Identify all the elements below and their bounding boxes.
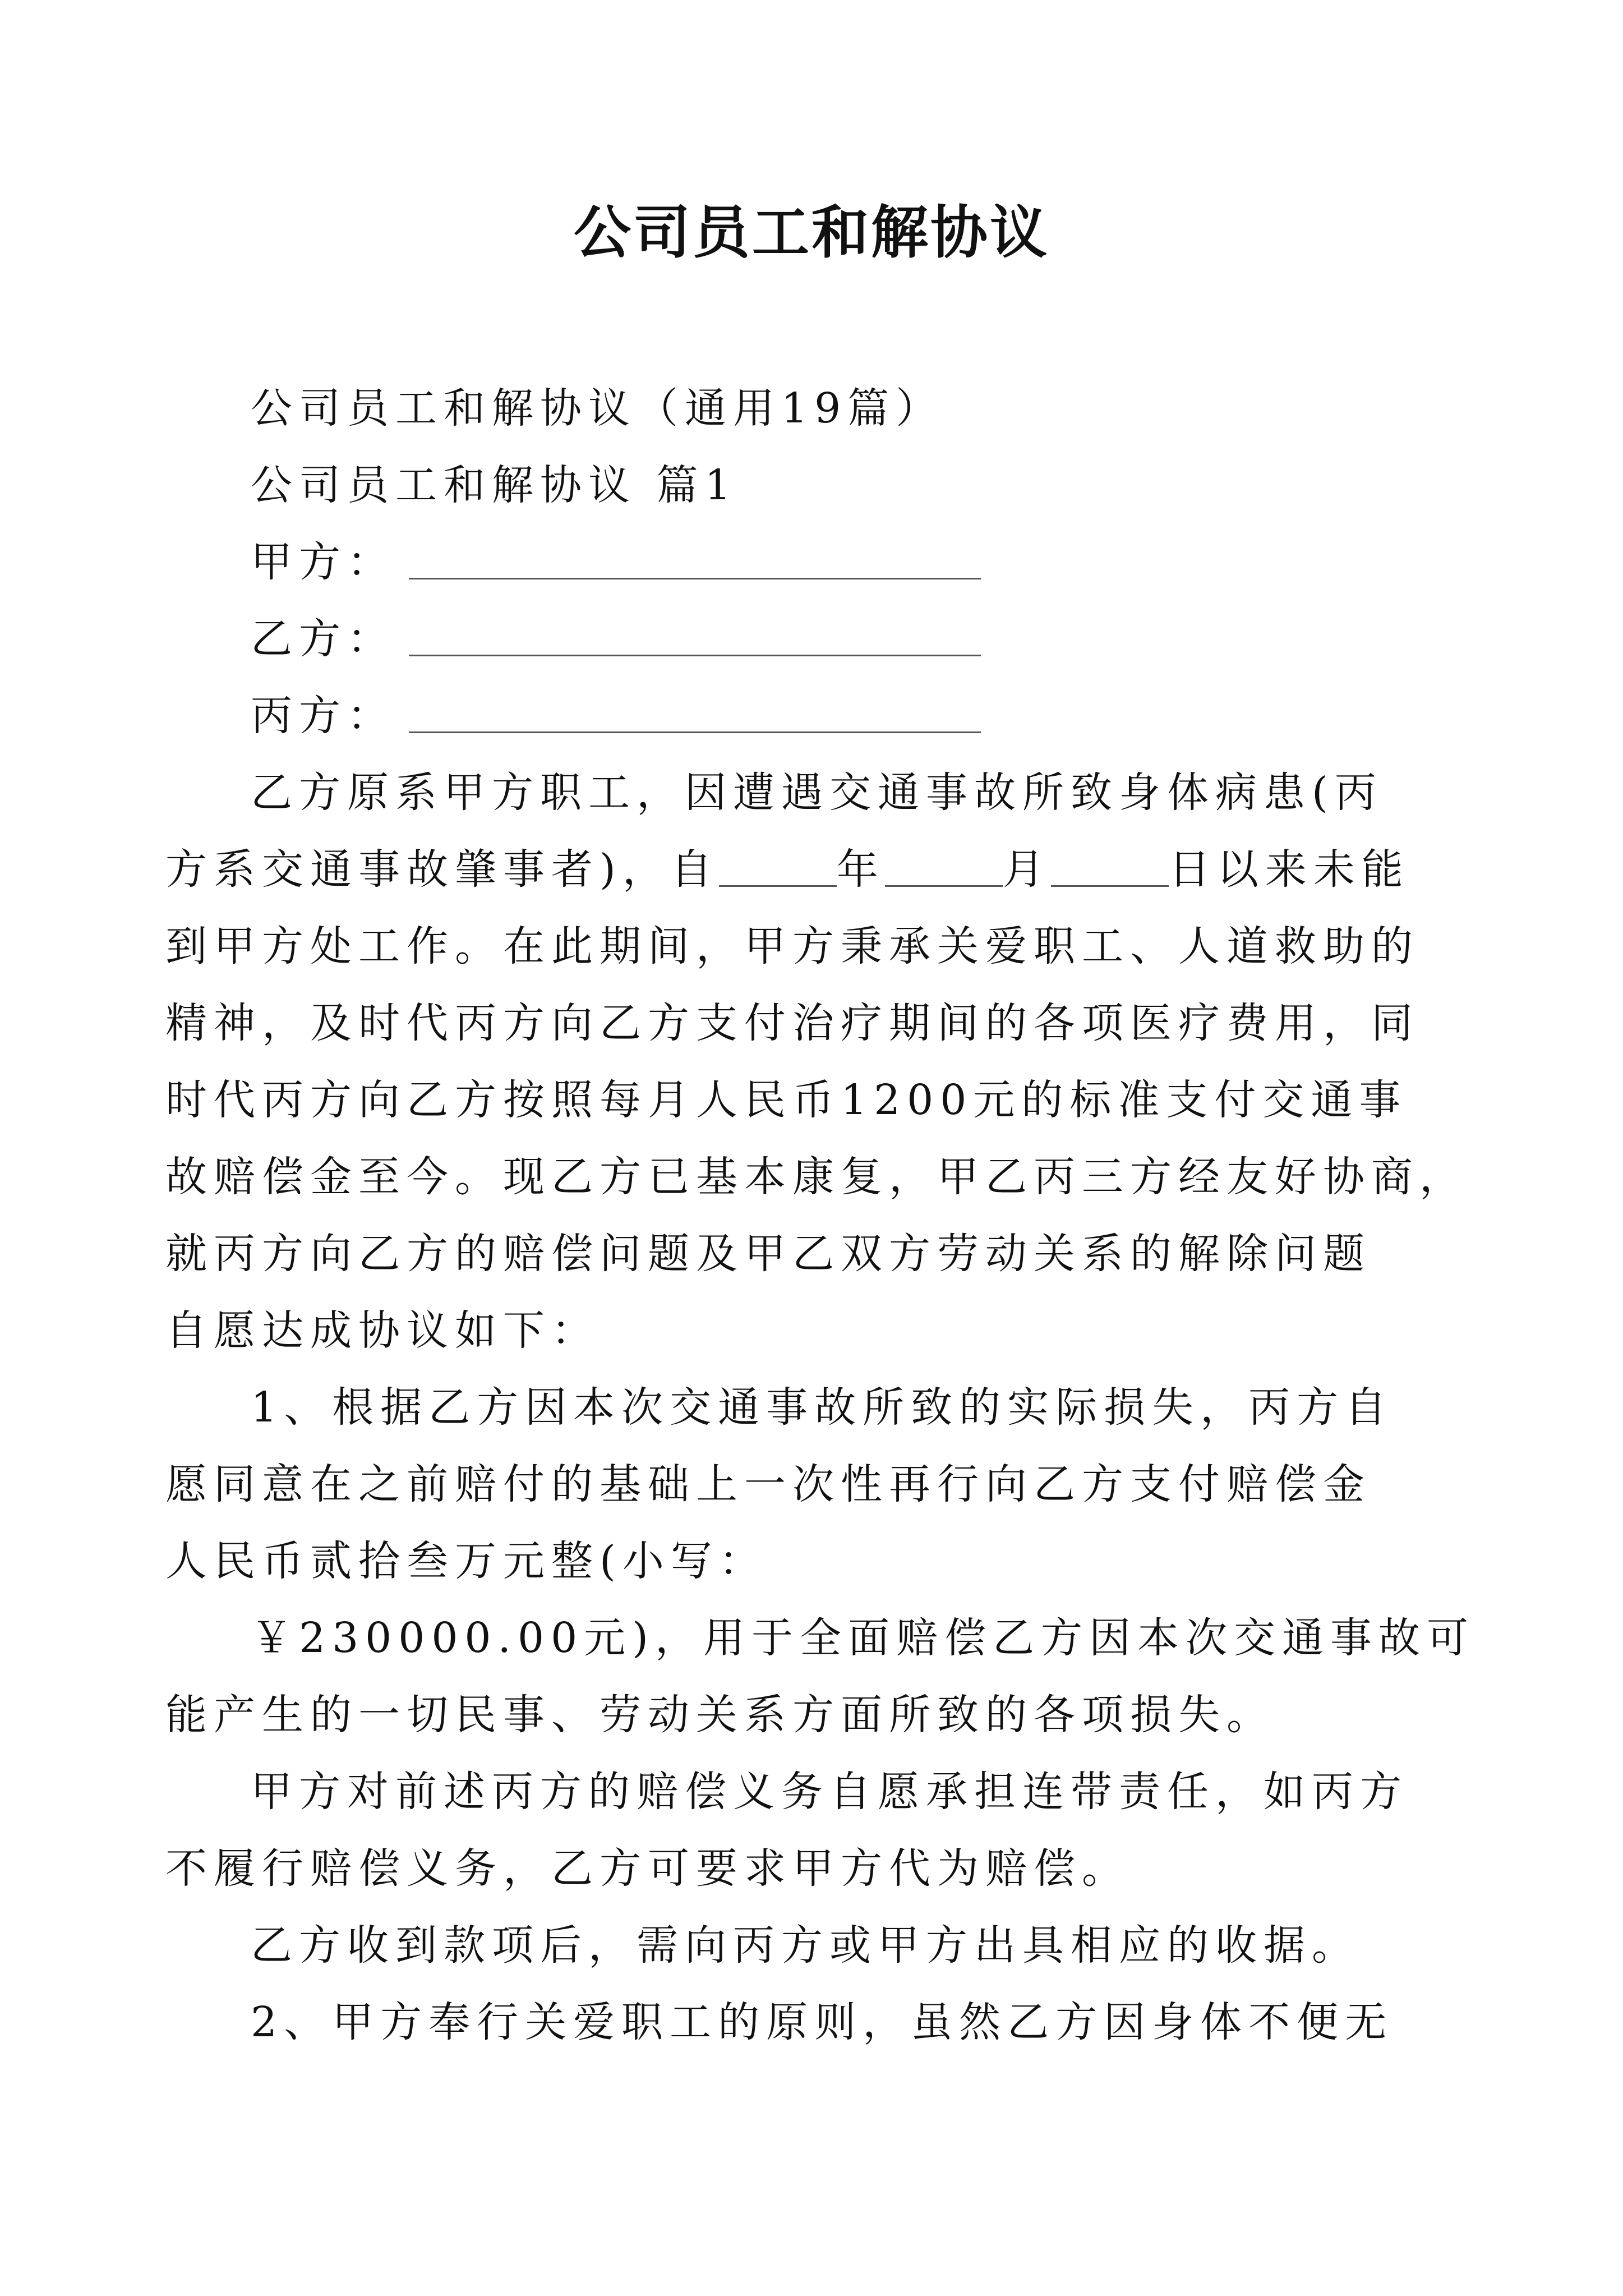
document-body: [251, 370, 1384, 754]
para1-line1: 乙方原系甲方职工，因遭遇交通事故所致身体病患(丙: [251, 769, 1383, 817]
para4-line2: 不履行赔偿义务，乙方可要求甲方代为赔偿。: [165, 1844, 1130, 1893]
para4-line1: 甲方对前述丙方的赔偿义务自愿承担连带责任，如丙方: [251, 1768, 1408, 1816]
para1-line2-d: 日以来未能: [1168, 845, 1410, 894]
para1-line2: [165, 831, 1410, 908]
para6-line1: 2、甲方奉行关爱职工的原则，虽然乙方因身体不便无: [251, 1998, 1394, 2046]
year-blank: [719, 846, 837, 887]
party-yi-line: [251, 601, 1384, 678]
para1-line4: 精神，及时代丙方向乙方支付治疗期间的各项医疗费用，同: [165, 999, 1419, 1047]
month-label: 月: [1002, 845, 1051, 894]
chapter-heading: 公司员工和解协议 篇1: [251, 461, 738, 509]
party-jia-blank: [409, 539, 981, 579]
para3-line1: ￥230000.00元)，用于全面赔偿乙方因本次交通事故可: [251, 1614, 1476, 1662]
para1-line5: 时代丙方向乙方按照每月人民币1200元的标准支付交通事: [165, 1076, 1408, 1124]
para2-line3: 人民币贰拾叁万元整(小写：: [165, 1537, 767, 1585]
party-yi-label: 乙方：: [251, 615, 395, 663]
para1-line2-a: 方系交通事故肇事者)，自: [165, 845, 719, 894]
agreement-paragraphs: [165, 754, 1476, 2061]
para2-line1: 1、根据乙方因本次交通事故所致的实际损失，丙方自: [251, 1383, 1394, 1432]
para2-line2: 愿同意在之前赔付的基础上一次性再行向乙方支付赔偿金: [165, 1460, 1371, 1508]
party-bing-line: [251, 678, 1384, 754]
party-yi-blank: [409, 615, 981, 656]
party-jia-line: [251, 524, 1384, 601]
para5-line1: 乙方收到款项后，需向丙方或甲方出具相应的收据。: [251, 1921, 1360, 1970]
para3-line2: 能产生的一切民事、劳动关系方面所致的各项损失。: [165, 1691, 1275, 1739]
para1-line8: 自愿达成协议如下：: [165, 1306, 600, 1355]
party-bing-label: 丙方：: [251, 692, 395, 740]
party-bing-blank: [409, 692, 981, 733]
para1-line3: 到甲方处工作。在此期间，甲方秉承关爱职工、人道救助的: [165, 922, 1419, 970]
year-label: 年: [836, 845, 885, 894]
party-jia-label: 甲方：: [251, 538, 395, 586]
day-blank: [1051, 846, 1169, 887]
document-subtitle: 公司员工和解协议（通用19篇）: [251, 384, 944, 432]
document-title: 公司员工和解协议: [574, 199, 1049, 266]
para1-line7: 就丙方向乙方的赔偿问题及甲乙双方劳动关系的解除问题: [165, 1230, 1371, 1278]
para1-line6: 故赔偿金至今。现乙方已基本康复，甲乙丙三方经友好协商，: [165, 1153, 1468, 1201]
month-blank: [885, 846, 1003, 887]
